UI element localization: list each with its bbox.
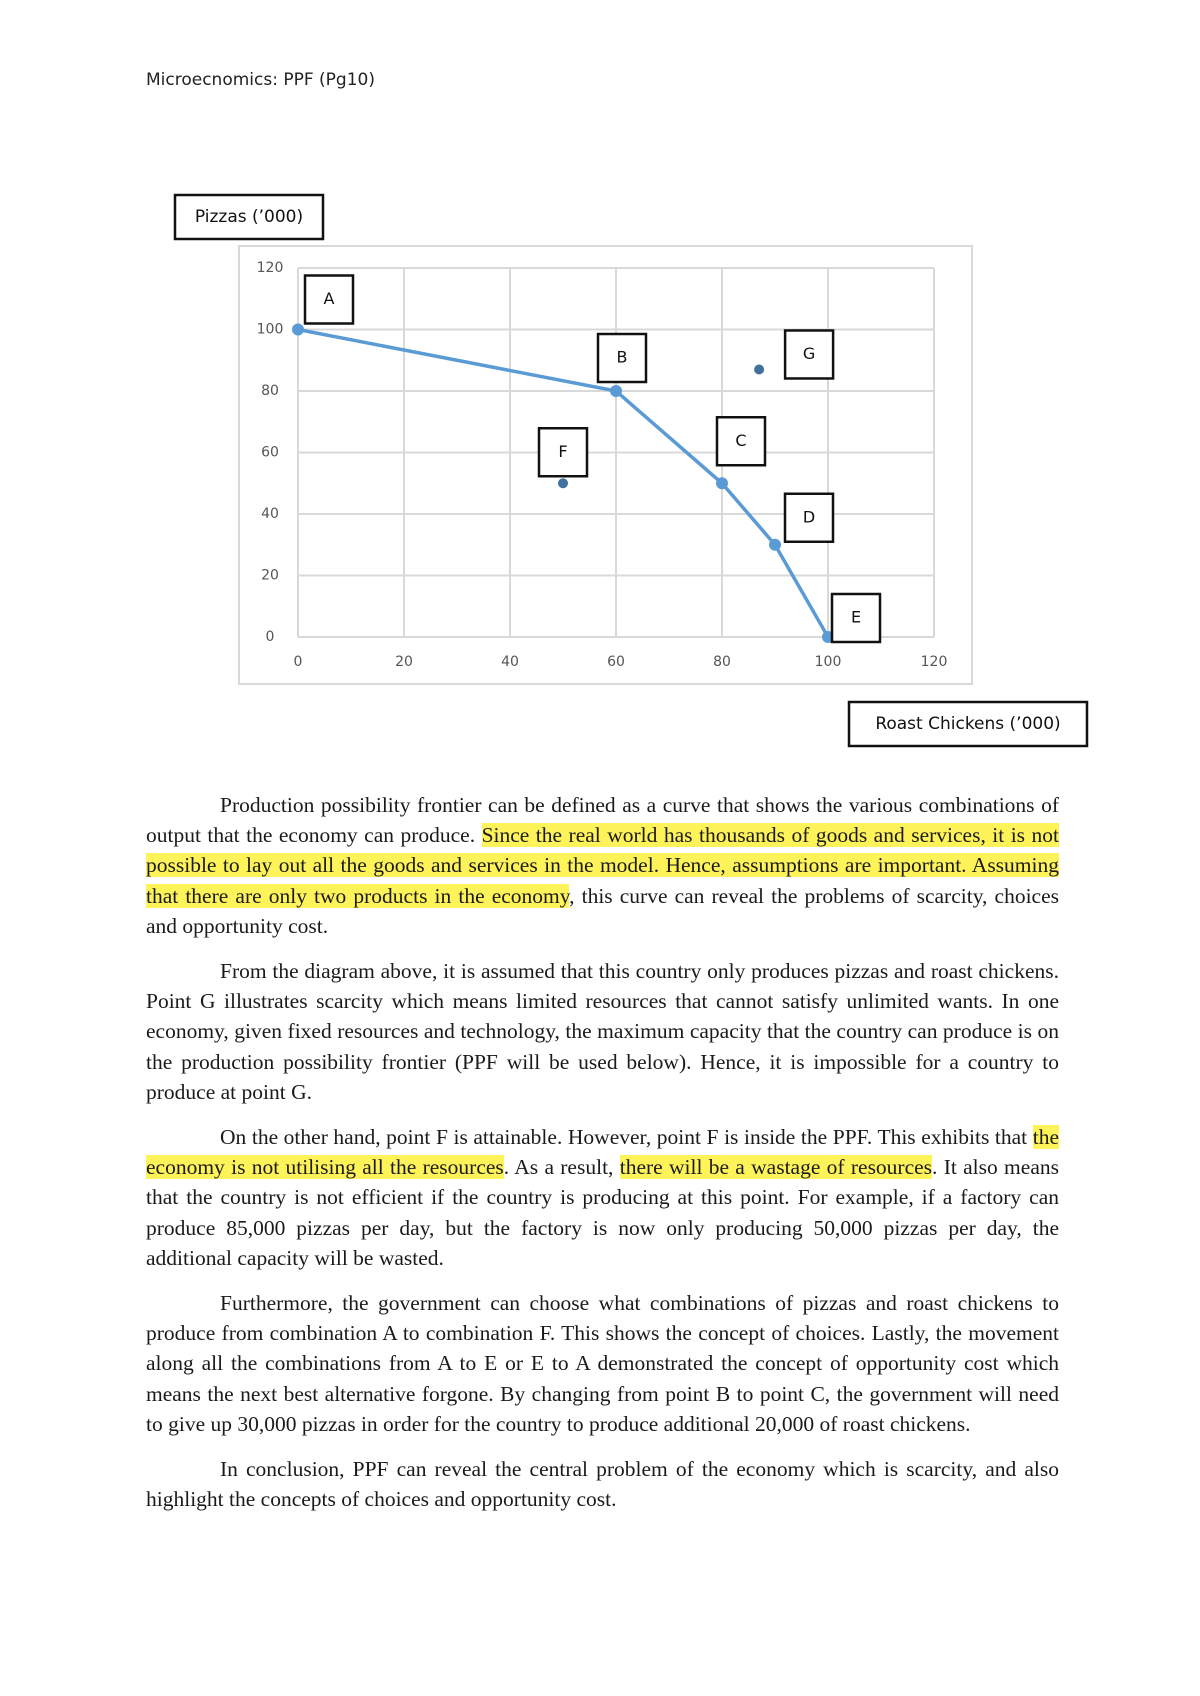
x-tick-label: 120 [920, 654, 948, 670]
y-tick-label: 60 [261, 444, 279, 461]
point-e-label: E [850, 607, 862, 627]
paragraph [146, 790, 1059, 941]
text-segment: Production possibility frontier can be defined as a curve that shows the various combinations of output that the economy can produce. [146, 793, 1059, 848]
paragraph [146, 1122, 1059, 1273]
text-segment: In conclusion, PPF can reveal the central problem of the economy which is scarcity, and also highlight the concepts of choices and opportunity cost. [146, 1457, 1059, 1512]
highlighted-text: there will be a wastage of resources [619, 1155, 933, 1180]
paragraph [146, 956, 1059, 1107]
paragraph [146, 1454, 1059, 1514]
text-segment: . As a result, [503, 1155, 620, 1180]
x-tick-label: 100 [814, 654, 842, 670]
point-b-marker [610, 385, 622, 397]
y-tick-label: 0 [265, 629, 275, 645]
point-g-marker [754, 364, 764, 374]
point-c-marker [716, 477, 728, 489]
ppf-chart [0, 0, 1200, 760]
point-b-label: B [616, 347, 628, 367]
text-segment: Furthermore, the government can choose what combinations of pizzas and roast chickens to produce from combination A to combination F. This shows the concept of choices. Lastly, the movement along all the combinations from A to E or E to A demonstrated the concept of opportunity cost which means the next best alternative forgone. By changing from point B to point C, the government will need to give up 30,000 pizzas in order for the country to produce additional 20,000 of roast chickens. [146, 1291, 1059, 1436]
x-tick-label: 60 [607, 654, 625, 670]
point-c-label: C [735, 430, 747, 450]
text-segment: , this curve can reveal the problems of scarcity, choices and opportunity cost. [146, 883, 1059, 938]
y-tick-label: 40 [261, 506, 279, 522]
y-tick-label: 20 [261, 567, 279, 584]
point-a-label: A [323, 289, 335, 308]
x-axis-title: Roast Chickens (’000) [875, 714, 1061, 734]
point-d-marker [769, 539, 781, 551]
body-text [146, 790, 1059, 1529]
point-f-label: F [558, 441, 568, 461]
point-f-marker [558, 478, 568, 488]
highlighted-text: the economy is not utilising all the resources [146, 1125, 1059, 1180]
paragraph [146, 1288, 1059, 1439]
page-header: Microecnomics: PPF (Pg10) [146, 70, 375, 90]
text-segment: . It also means that the country is not efficient if the country is producing at this point. For example, if a factory can produce 85,000 pizzas per day, but the factory is now only producing 50,000 pizzas per day, the additional capacity will be wasted. [146, 1155, 1059, 1270]
x-tick-label: 0 [293, 654, 303, 670]
y-axis-title: Pizzas (’000) [194, 207, 304, 227]
x-tick-label: 40 [501, 654, 519, 670]
y-tick-label: 120 [256, 260, 284, 276]
point-d-label: D [802, 507, 816, 527]
text-segment: On the other hand, point F is attainable. However, point F is inside the PPF. This exhibits that [220, 1125, 1033, 1150]
x-tick-label: 20 [395, 654, 413, 670]
highlighted-text: Since the real world has thousands of goods and services, it is not possible to lay out all the goods and services in the model. Hence, assumptions are important. Assuming that there are only two products in the economy [146, 823, 1059, 908]
x-tick-label: 80 [713, 654, 731, 670]
point-g-label: G [802, 343, 816, 363]
text-segment: From the diagram above, it is assumed that this country only produces pizzas and roast chickens. Point G illustrates scarcity which means limited resources that cannot satisfy unlimited wants. In one economy, given fixed resources and technology, the maximum capacity that the country can produce is on the production possibility frontier (PPF will be used below). Hence, it is impossible for a country to produce at point G. [146, 959, 1059, 1104]
point-a-marker [292, 324, 304, 336]
y-tick-label: 100 [256, 321, 284, 338]
y-tick-label: 80 [261, 383, 279, 399]
